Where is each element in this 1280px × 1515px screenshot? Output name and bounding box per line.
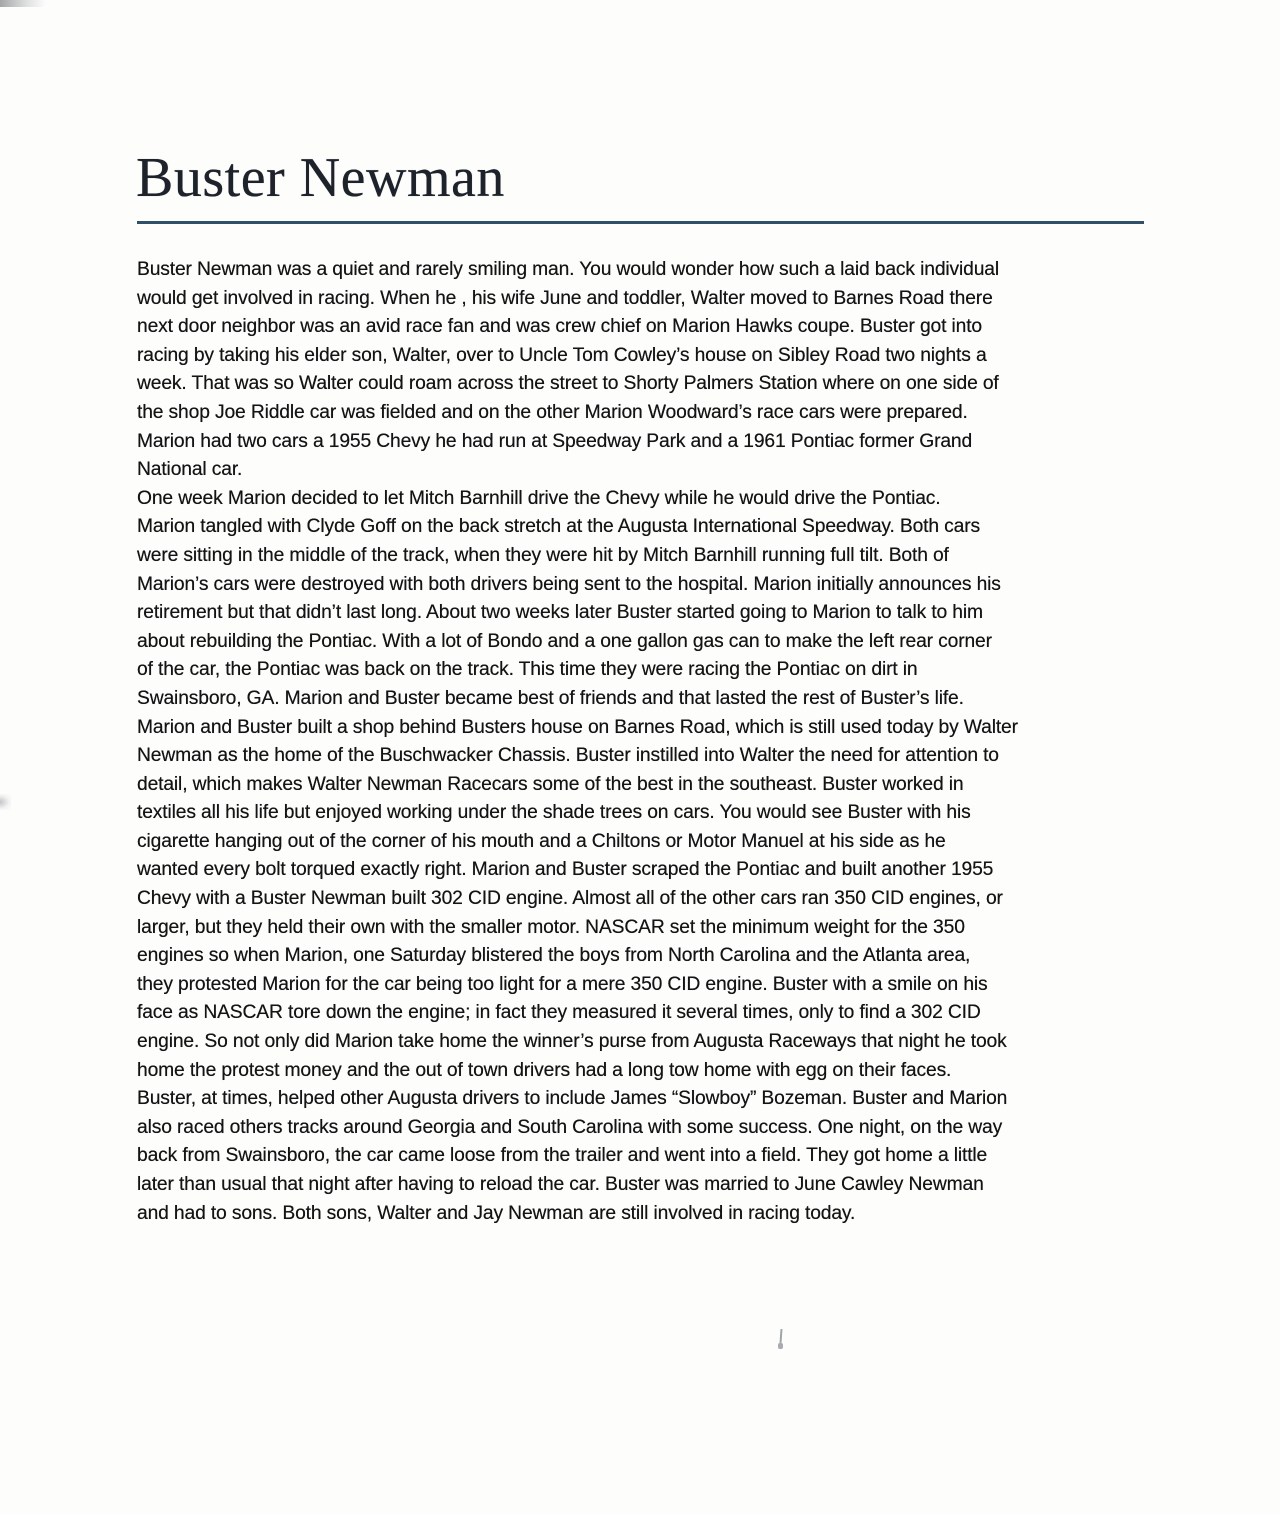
text-line: engine. So not only did Marion take home the winner’s purse from Augusta Raceways that night he took	[137, 1031, 1007, 1053]
text-line: retirement but that didn’t last long. About two weeks later Buster started going to Marion to talk to him	[137, 602, 983, 624]
text-line: Buster, at times, helped other Augusta drivers to include James “Slowboy” Bozeman. Buster and Marion	[137, 1088, 1008, 1110]
page-title: Buster Newman	[136, 147, 505, 209]
text-line: later than usual that night after having to reload the car. Buster was married to June Cawley Newman	[137, 1174, 984, 1195]
text-line: Swainsboro, GA. Marion and Buster became best of friends and that lasted the rest of Buster’s life.	[137, 687, 964, 709]
text-line: One week Marion decided to let Mitch Barnhill drive the Chevy while he would drive the Pontiac.	[137, 487, 941, 509]
text-line: textiles all his life but enjoyed working under the shade trees on cars. You would see Buster with his	[137, 802, 971, 824]
title-underline-rule	[137, 221, 1144, 224]
text-line: detail, which makes Walter Newman Racecars some of the best in the southeast. Buster worked in	[137, 773, 964, 795]
text-line: Newman as the home of the Buschwacker Chassis. Buster instilled into Walter the need for attention to	[137, 745, 999, 767]
body-text	[137, 256, 1161, 1228]
text-line: would get involved in racing. When he , his wife June and toddler, Walter moved to Barnes Road there	[137, 287, 993, 309]
scan-smudge-left-edge	[0, 794, 11, 810]
text-line: week. That was so Walter could roam across the street to Shorty Palmers Station where on one side of	[137, 373, 999, 395]
scan-smudge-top-left	[0, 0, 46, 7]
text-line: face as NASCAR tore down the engine; in fact they measured it several times, only to find a 302 CID	[137, 1002, 981, 1024]
text-line: wanted every bolt torqued exactly right. Marion and Buster scraped the Pontiac and built another 1955	[137, 859, 994, 881]
text-line: were sitting in the middle of the track, when they were hit by Mitch Barnhill running full tilt. Both of	[137, 544, 949, 566]
text-line: racing by taking his elder son, Walter, over to Uncle Tom Cowley’s house on Sibley Road two nights a	[137, 344, 987, 366]
text-line: Marion had two cars a 1955 Chevy he had run at Speedway Park and a 1961 Pontiac former Grand	[137, 430, 973, 452]
text-line: the shop Joe Riddle car was fielded and on the other Marion Woodward’s race cars were prepared.	[137, 401, 968, 423]
text-line: larger, but they held their own with the smaller motor. NASCAR set the minimum weight for the 350	[137, 916, 965, 938]
text-line: and had to sons. Both sons, Walter and Jay Newman are still involved in racing today.	[137, 1202, 856, 1224]
text-line: next door neighbor was an avid race fan and was crew chief on Marion Hawks coupe. Buster got into	[137, 316, 983, 338]
text-line: Marion’s cars were destroyed with both drivers being sent to the hospital. Marion initially announces his	[137, 573, 1001, 595]
text-line: about rebuilding the Pontiac. With a lot of Bondo and a one gallon gas can to make the left rear corner	[137, 630, 992, 652]
text-line: cigarette hanging out of the corner of his mouth and a Chiltons or Motor Manuel at his side as he	[137, 830, 946, 852]
text-line: they protested Marion for the car being too light for a mere 350 CID engine. Buster with a smile on his	[137, 973, 988, 995]
text-line: back from Swainsboro, the car came loose from the trailer and went into a field. They got home a little	[137, 1145, 988, 1167]
text-line: Marion and Buster built a shop behind Busters house on Barnes Road, which is still used today by Walter	[137, 716, 1018, 738]
text-line: Marion tangled with Clyde Goff on the back stretch at the Augusta International Speedway. Both cars	[137, 516, 980, 538]
text-line: Chevy with a Buster Newman built 302 CID engine. Almost all of the other cars ran 350 CID engines, or	[137, 888, 1003, 910]
text-line: engines so when Marion, one Saturday blistered the boys from North Carolina and the Atlanta area,	[137, 945, 971, 967]
text-line: also raced others tracks around Georgia and South Carolina with some success. One night, on the way	[137, 1116, 1003, 1138]
text-line: National car.	[137, 459, 243, 481]
text-line: Buster Newman was a quiet and rarely smiling man. You would wonder how such a laid back individual	[137, 259, 1000, 280]
scan-ink-mark	[777, 1329, 785, 1351]
text-line: home the protest money and the out of town drivers had a long tow home with egg on their faces.	[137, 1059, 952, 1081]
text-line: of the car, the Pontiac was back on the track. This time they were racing the Pontiac on dirt in	[137, 659, 918, 681]
